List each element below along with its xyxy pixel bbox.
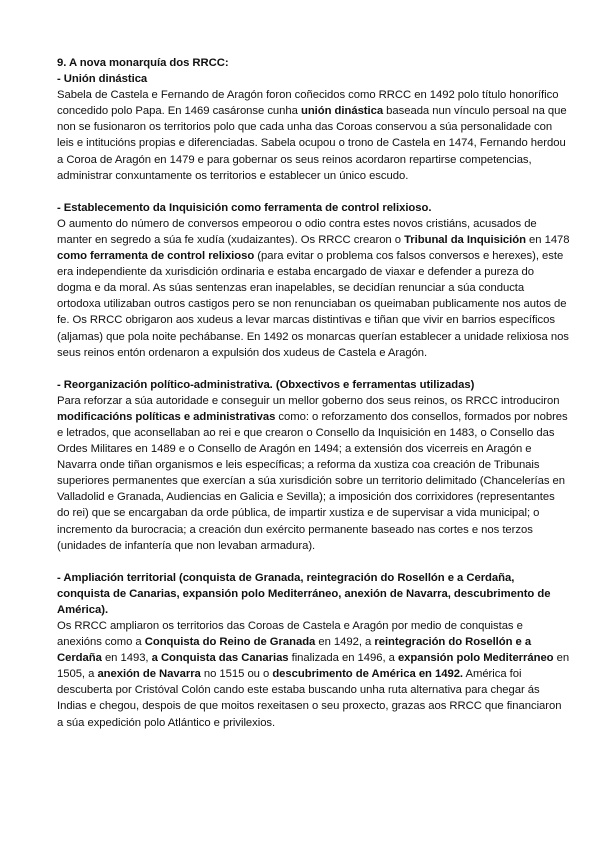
text-run: en 1505, a xyxy=(57,652,570,681)
bold-text: anexión de Navarra xyxy=(97,668,201,681)
section-paragraph xyxy=(57,216,570,361)
bold-text: modificacións políticas e administrativas xyxy=(57,410,276,423)
text-run: Para reforzar a súa autoridade e conseguir un mellor goberno dos seus reinos, os RRCC introduciron xyxy=(57,394,560,407)
section xyxy=(57,570,570,731)
section-paragraph xyxy=(57,393,570,554)
bold-text: reintegración do Rosellón e a Cerdaña xyxy=(57,636,532,665)
section-heading: - Unión dinástica xyxy=(57,73,148,86)
section-heading: - Establecemento da Inquisición como ferramenta de control relixioso. xyxy=(57,201,432,214)
text-run: (para evitar o problema cos falsos conversos e herexes), este era independiente da xurisdición ordinaria e estaba encargado de viaxar e defender a pureza do dogma e da moral. As súas sentenzas eran inapelables, se decidían renunciar a súa conducta ortodoxa utilizaban outros castigos pero se non renunciaban os queimaban publicamente nos autos de fe. Os RRCC obrigaron aos xudeus a levar marcas distintivas e tiñan que vivir en barrios específicos (aljamas) que pola noite pechábanse. En 1492 os monarcas querían establecer a unidade relixiosa nos seus reinos entón ordenaron a expulsión dos xudeus de Castela e Aragón. xyxy=(57,250,569,359)
text-run: en 1478 xyxy=(525,233,570,246)
text-run: baseada nun vínculo persoal na que non se fusionaron os territorios polo que cada unha das Coroas conservou a súa personalidade con leis e intitucións propias e diferenciadas. Sabela ocupou o trono de Castela en 1474, Fernando herdou a Coroa de Aragón en 1479 e para gobernar os seus reinos acordaron repartirse competencias, administrar conxuntamente os territorios e establecer un único escudo. xyxy=(57,105,567,182)
bold-text: Conquista do Reino de Granada xyxy=(144,636,316,649)
section-paragraph xyxy=(57,618,570,731)
text-run: América foi descuberta por Cristóval Colón cando este estaba buscando unha ruta alternativa para chegar ás Indias e chegou, despois de que moitos rexeitasen o seu proxecto, grazas aos RRCC que financiaron a súa expedición polo Atlántico e privilexios. xyxy=(57,668,562,729)
bold-text: como ferramenta de control relixioso xyxy=(57,250,255,263)
text-run: como: o reforzamento dos consellos, formados por nobres e letrados, que aconsellaban ao rei e que crearon o Consello da Inquisición en 1483, o Consello das Ordes Militares en 1489 e o Consello de Aragón en 1494; a extensión dos vicerreis en Aragón e Navarra onde tiñan organismos e leis específicas; a reforma da xustiza coa creación de Tribunais superiores permanentes que exercían a súa xurisdición sobre un territorio delimitado (Chancelerías en Valladolid e Granada, Audiencias en Galicia e Sevilla); a imposición dos corrixidores (representantes do rei) que se encargaban da orde pública, de impartir xustiza e de supervisar a vida municipal; o incremento da burocracia; a creación dun exército permanente baseado nas cortes e nos terzos (unidades de infantería que non levaban armadura). xyxy=(57,410,568,552)
section-heading: - Ampliación territorial (conquista de Granada, reintegración do Rosellón e a Cerdaña, conquista de Canarias, expansión polo Mediterráneo, anexión de Navarra, descubrimento de América). xyxy=(57,571,551,616)
bold-text: expansión polo Mediterráneo xyxy=(397,652,554,665)
bold-text: unión dinástica xyxy=(300,105,384,118)
document-title: 9. A nova monarquía dos RRCC: xyxy=(57,57,229,69)
section xyxy=(57,377,570,554)
section-paragraph xyxy=(57,87,570,184)
section-heading: - Reorganización político-administrativa. (Obxectivos e ferramentas utilizadas) xyxy=(57,378,475,391)
bold-text: a Conquista das Canarias xyxy=(151,652,289,665)
text-run: en 1493, xyxy=(101,652,152,665)
text-run: O aumento do número de conversos empeorou o odio contra estes novos cristiáns, acusados de manter en segredo a súa fe xudía (xudaizantes). Os RRCC crearon o xyxy=(57,217,537,246)
text-run: en 1492, a xyxy=(315,636,375,649)
text-run: Sabela de Castela e Fernando de Aragón foron coñecidos como RRCC en 1492 polo título honorífico concedido polo Papa. En 1469 casáronse cunha xyxy=(57,89,559,118)
bold-text: Tribunal da Inquisición xyxy=(404,233,526,246)
text-run: finalizada en 1496, a xyxy=(288,652,398,665)
section xyxy=(57,200,570,361)
text-run: Os RRCC ampliaron os territorios das Coroas de Castela e Aragón por medio de conquistas e anexións como a xyxy=(57,620,523,649)
sections-container xyxy=(57,71,570,731)
text-run: no 1515 ou o xyxy=(200,668,273,681)
bold-text: descubrimento de América en 1492. xyxy=(272,668,464,681)
section xyxy=(57,71,570,184)
